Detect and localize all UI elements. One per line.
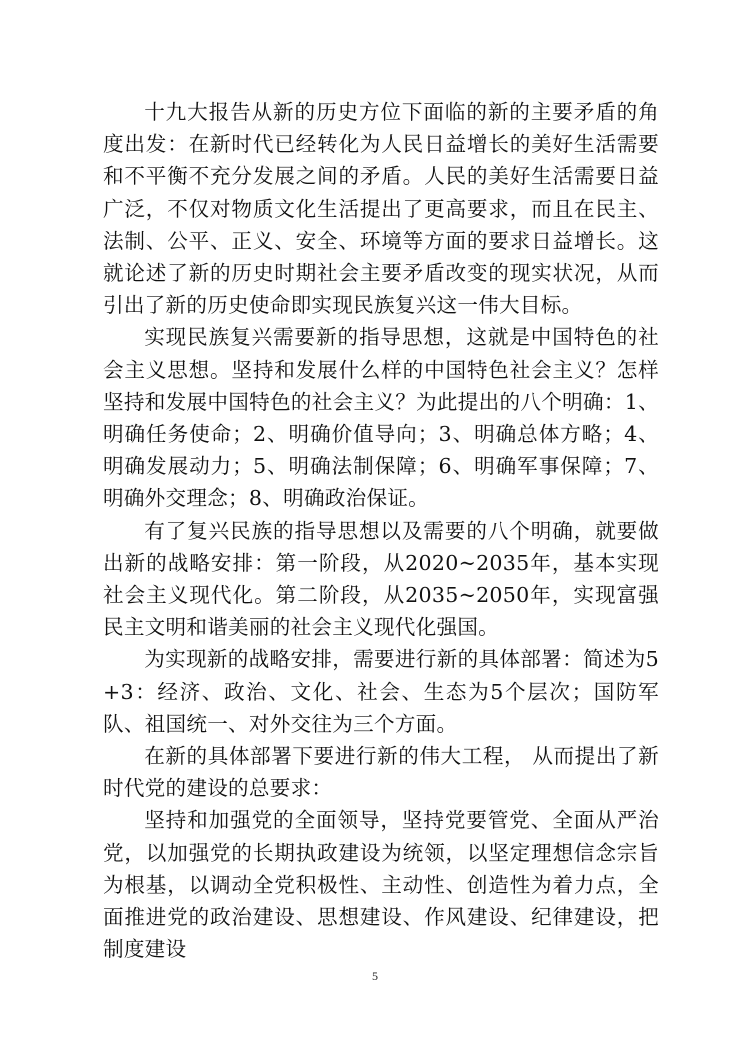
- paragraph-4: 为实现新的战略安排，需要进行新的具体部署：简述为5+3：经济、政治、文化、社会、生态为5个层次；国防军队、祖国统一、对外交往为三个方面。: [103, 647, 659, 736]
- paragraph-2: 实现民族复兴需要新的指导思想，这就是中国特色的社会主义思想。坚持和发展什么样的中国特色社会主义？怎样坚持和发展中国特色的社会主义？为此提出的八个明确：1、明确任务使命；2、明确价值导向；3、明确总体方略；4、明确发展动力；5、明确法制保障；6、明确军事保障；7、明确外交理念；8、明确政治保证。: [103, 325, 659, 511]
- paragraph-6: 坚持和加强党的全面领导，坚持党要管党、全面从严治党，以加强党的长期执政建设为统领，以坚定理想信念宗旨为根基，以调动全党积极性、主动性、创造性为着力点，全面推进党的政治建设、思想建设、作风建设、纪律建设，把制度建设: [103, 808, 659, 962]
- page-number: 5: [372, 969, 378, 983]
- paragraph-3: 有了复兴民族的指导思想以及需要的八个明确，就要做出新的战略安排：第一阶段，从2020~2035年，基本实现社会主义现代化。第二阶段，从2035~2050年，实现富强民主文明和谐美丽的社会主义现代化强国。: [103, 518, 659, 640]
- paragraph-1: 十九大报告从新的历史方位下面临的新的主要矛盾的角度出发：在新时代已经转化为人民日益增长的美好生活需要和不平衡不充分发展之间的矛盾。人民的美好生活需要日益广泛，不仅对物质文化生活提出了更高要求，而且在民主、法制、公平、正义、安全、环境等方面的要求日益增长。这就论述了新的历史时期社会主要矛盾改变的现实状况，从而引出了新的历史使命即实现民族复兴这一伟大目标。: [103, 100, 659, 318]
- body-text: [103, 96, 659, 965]
- paragraph-5: 在新的具体部署下要进行新的伟大工程， 从而提出了新时代党的建设的总要求：: [103, 744, 659, 801]
